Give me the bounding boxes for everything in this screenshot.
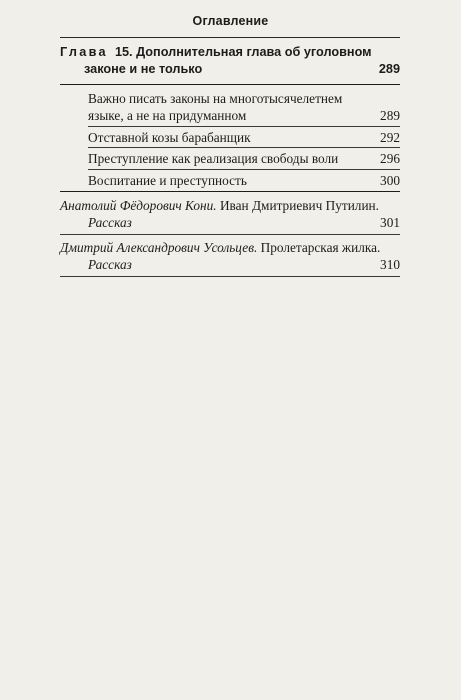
story-genre: Рассказ (88, 257, 132, 273)
story-entry (60, 239, 400, 274)
chapter-label: Глава (60, 45, 108, 59)
story-author: Дмитрий Александрович Усольцев. (60, 240, 258, 255)
story-rule (60, 276, 400, 277)
toc-entry (60, 129, 400, 146)
toc-entry-title: Преступление как реализация свободы воли (88, 151, 339, 167)
entry-rule (88, 126, 400, 127)
story-title: Иван Дмитриевич Путилин. (219, 198, 380, 213)
story-title: Пролетарская жилка. (260, 240, 381, 255)
chapter-line1 (60, 44, 400, 61)
toc-entry-title: Воспитание и преступность (88, 172, 247, 188)
chapter-number: 15. (114, 45, 133, 59)
chapter-rule (60, 84, 400, 85)
toc-entry-page: 296 (380, 151, 400, 167)
toc-entry-page: 289 (380, 108, 400, 124)
entry-rule (88, 147, 400, 148)
toc-entry (60, 172, 400, 189)
toc-entry-title: Отставной козы барабанщик (88, 129, 251, 145)
story-genre: Рассказ (88, 215, 132, 231)
story-page: 301 (380, 215, 400, 231)
entry-rule (88, 169, 400, 170)
story-entry (60, 197, 400, 232)
toc-entry-page: 300 (380, 172, 400, 188)
toc-entry (60, 90, 400, 125)
chapter-line2 (60, 61, 400, 78)
toc-entries (60, 90, 400, 189)
running-head: Оглавление (192, 14, 269, 28)
chapter-title-line1: Дополнительная глава об уголовном (136, 45, 372, 59)
chapter-title-line2: законе и не только (84, 62, 203, 76)
header-rule (60, 37, 400, 38)
chapter-heading (60, 44, 400, 78)
toc-entry-line1: Важно писать законы на многотысячелетнем (88, 91, 343, 106)
chapter-page: 289 (378, 62, 400, 76)
toc-entry (60, 150, 400, 167)
story-author: Анатолий Фёдорович Кони. (60, 198, 217, 213)
story-rule (60, 234, 400, 235)
toc-entry-page: 292 (380, 129, 400, 145)
toc-entry-line2: языке, а не на придуманном (88, 108, 247, 124)
section-rule (60, 191, 400, 192)
story-page: 310 (380, 257, 400, 273)
